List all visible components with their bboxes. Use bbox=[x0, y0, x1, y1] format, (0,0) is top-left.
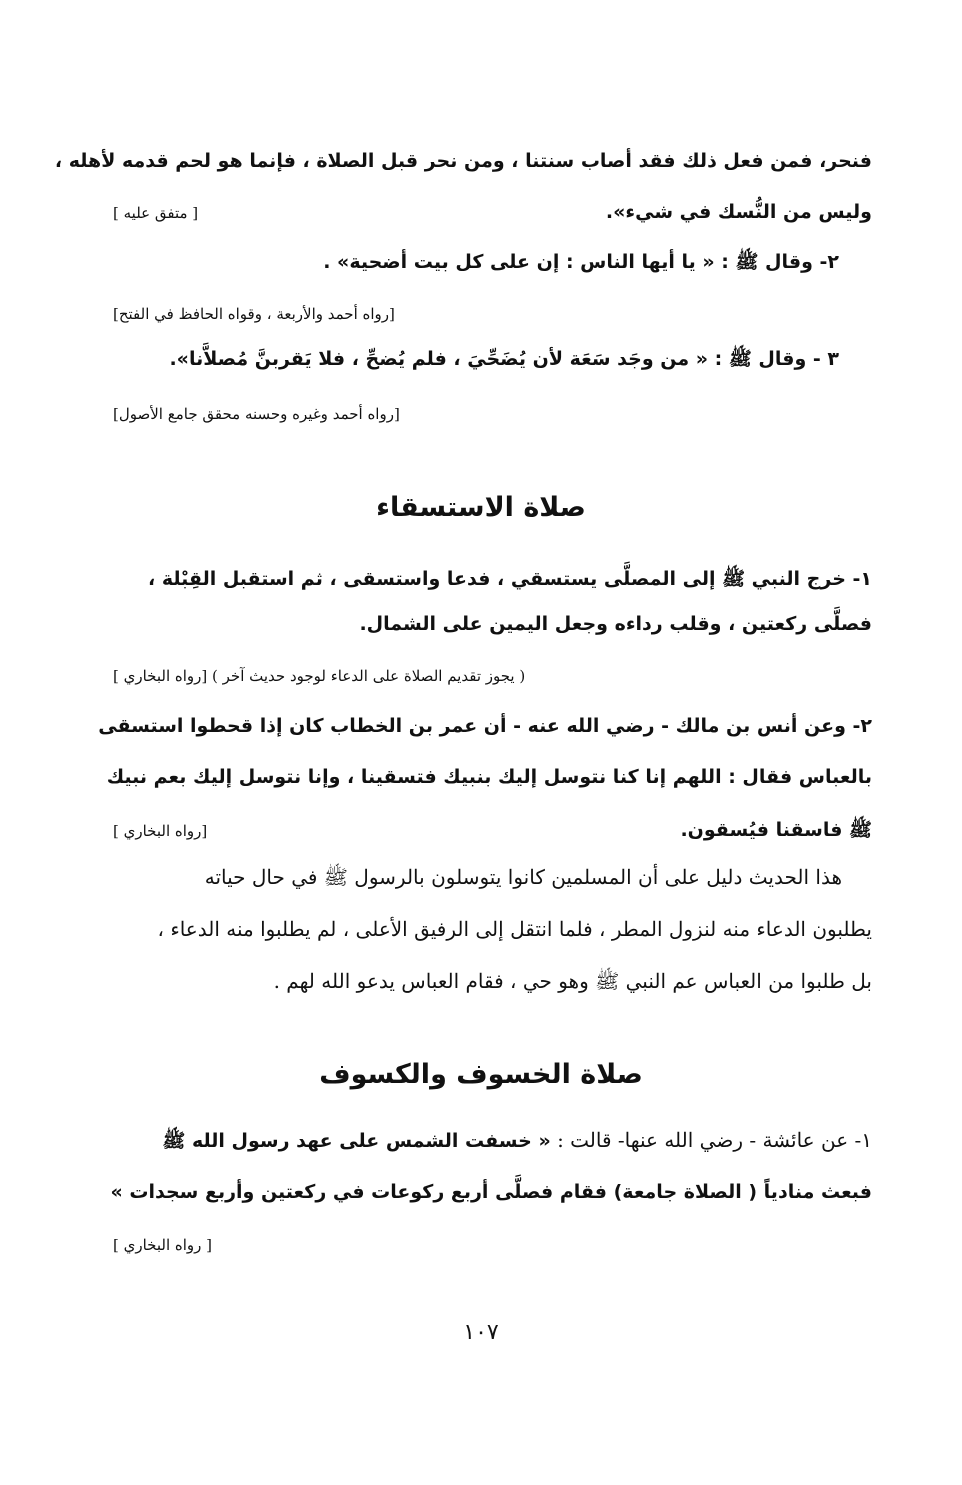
section-heading-istisqa: صلاة الاستسقاء bbox=[376, 492, 586, 523]
hadith-line bbox=[162, 1128, 872, 1157]
text-line: ١- خرج النبي ﷺ إلى المصلَّى يستسقي ، فدعا واستسقى ، ثم استقبل القِبْلة ، bbox=[148, 568, 872, 590]
citation: [رواه أحمد وغيره وحسنه محقق جامع الأصول] bbox=[113, 405, 400, 423]
citation: [رواه البخاري ] bbox=[113, 822, 208, 840]
section-heading-khusuf: صلاة الخسوف والكسوف bbox=[319, 1059, 643, 1090]
citation: [ متفق عليه ] bbox=[113, 204, 199, 222]
hadith-3: ٣ - وقال ﷺ : « من وجَد سَعَة لأن يُضَحِّيَ ، فلم يُضحِّ ، فلا يَقربنَّ مُصلاَّنا». bbox=[169, 348, 839, 370]
text-line: ﷺ فاسقنا فيُسقون. bbox=[680, 819, 872, 841]
commentary-line: بل طلبوا من العباس عم النبي ﷺ وهو حي ، فقام العباس يدعو الله لهم . bbox=[273, 969, 872, 993]
commentary-line: هذا الحديث دليل على أن المسلمين كانوا يتوسلون بالرسول ﷺ في حال حياته bbox=[204, 865, 842, 889]
text-line: ٢- وعن أنس بن مالك - رضي الله عنه - أن عمر بن الخطاب كان إذا قحطوا استسقى bbox=[98, 715, 872, 737]
page-number: ١٠٧ bbox=[463, 1320, 499, 1345]
citation: [رواه أحمد والأربعة ، وقواه الحافظ في الفتح] bbox=[113, 305, 395, 323]
text-line: بالعباس فقال : اللهم إنا كنا نتوسل إليك بنبيك فتسقينا ، وإنا نتوسل إليك بعم نبيك bbox=[106, 766, 872, 788]
narrator-text: ١- عن عائشة - رضي الله عنها- قالت : bbox=[550, 1128, 872, 1152]
hadith-quote: « خسفت الشمس على عهد رسول الله ﷺ bbox=[162, 1130, 551, 1152]
citation: [ رواه البخاري ] bbox=[113, 1236, 213, 1254]
text-line: فبعث منادياً ( الصلاة جامعة) فقام فصلَّى أربع ركوعات في ركعتين وأربع سجدات » bbox=[110, 1181, 872, 1203]
text-line: وليس من النُّسك في شيء». bbox=[605, 201, 872, 223]
text-line: فصلَّى ركعتين ، وقلب رداءه وجعل اليمين على الشمال. bbox=[359, 613, 872, 635]
hadith-2: ٢- وقال ﷺ : « يا أيها الناس : إن على كل بيت أضحية» . bbox=[323, 251, 839, 273]
text-line: فنحر، فمن فعل ذلك فقد أصاب سنتنا ، ومن نحر قبل الصلاة ، فإنما هو لحم قدمه لأهله ، bbox=[54, 150, 872, 172]
citation: ( يجوز تقديم الصلاة على الدعاء لوجود حديث آخر ) [رواه البخاري ] bbox=[113, 667, 526, 685]
commentary-line: يطلبون الدعاء منه لنزول المطر ، فلما انتقل إلى الرفيق الأعلى ، لم يطلبوا منه الدعاء ، bbox=[157, 917, 872, 941]
